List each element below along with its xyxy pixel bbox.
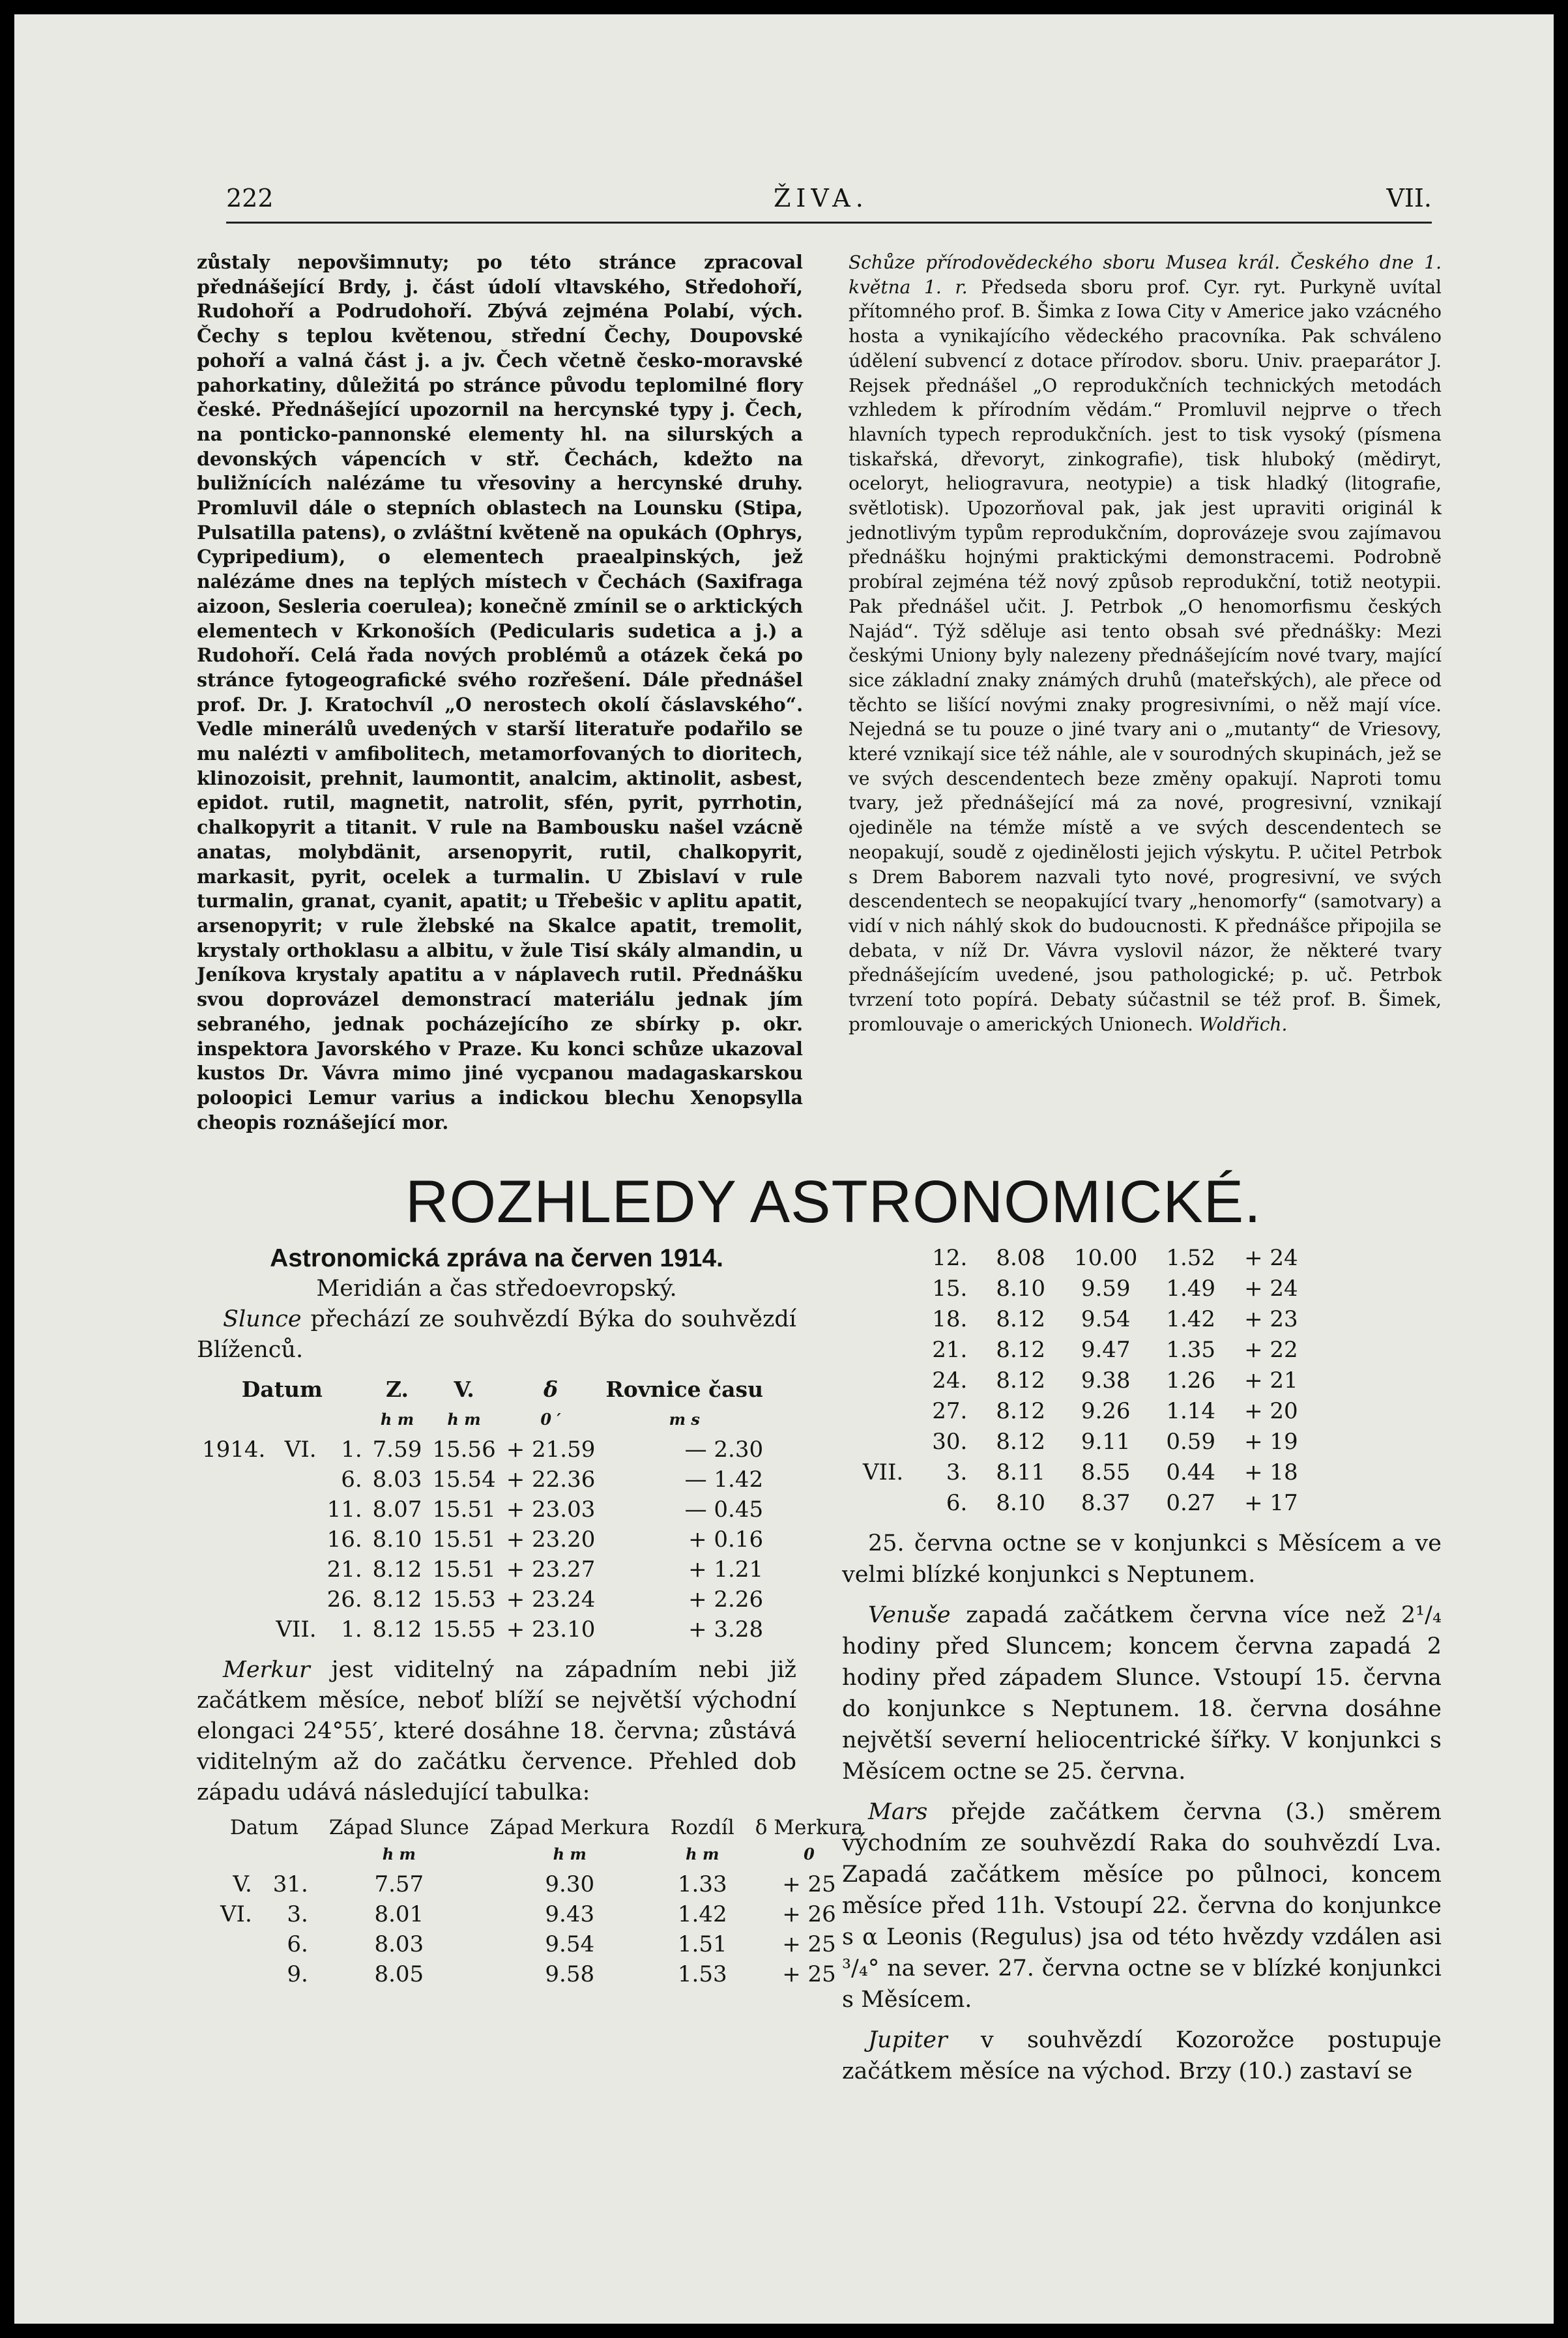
sun-table [197, 1375, 768, 1644]
table-cell [270, 1525, 321, 1555]
table-cell: 8.01 [374, 1901, 424, 1927]
sun-col-v: V. [454, 1377, 474, 1402]
table-cell: + 23.03 [506, 1497, 596, 1523]
header-rule [226, 222, 1432, 224]
sun-table-body [197, 1435, 768, 1644]
table-cell [197, 1525, 270, 1555]
jupiter-text: v souhvězdí Kozorožce postupuje začátkem měsíce na východ. Brzy (10.) zastaví se [842, 2027, 1442, 2084]
table-cell: 8.12 [996, 1306, 1046, 1332]
table-cell: + 23 [1244, 1306, 1298, 1332]
table-row [849, 1366, 1313, 1396]
table-cell: 8.05 [374, 1961, 424, 1987]
table-cell: 12. [932, 1245, 968, 1271]
table-row [197, 1465, 768, 1495]
table-cell: 18. [932, 1306, 968, 1332]
table-row [197, 1555, 768, 1585]
unit: 0 [804, 1845, 815, 1863]
table-row [197, 1615, 768, 1644]
table-cell: 9.58 [545, 1961, 595, 1987]
table-cell: 8.55 [1081, 1459, 1131, 1485]
table-cell: 8.03 [374, 1931, 424, 1957]
table-row [849, 1488, 1313, 1519]
table-cell [849, 1366, 918, 1396]
table-cell: 6. [946, 1490, 968, 1516]
table-cell: VI. [220, 1901, 252, 1927]
table-cell: VI. [284, 1437, 317, 1463]
table-cell: 1.33 [677, 1871, 727, 1897]
table-cell: 9.30 [545, 1871, 595, 1897]
table-cell [197, 1585, 270, 1615]
table-cell: 1.52 [1166, 1245, 1216, 1271]
table-row [210, 1899, 873, 1929]
mercury-paragraph [197, 1655, 796, 1808]
table-cell: 24. [932, 1367, 968, 1394]
sun-label: Slunce [223, 1306, 302, 1332]
table-cell: 16. [327, 1527, 362, 1553]
table-cell: 1.26 [1166, 1367, 1216, 1394]
table-cell: 7.57 [374, 1871, 424, 1897]
table-cell: + 0.16 [688, 1527, 764, 1553]
table-cell [210, 1929, 263, 1959]
jupiter-paragraph [842, 2024, 1442, 2087]
page-header [226, 184, 1432, 223]
table-cell: 1914. [202, 1437, 266, 1463]
table-cell: 9.43 [545, 1901, 595, 1927]
table-cell: 8.10 [996, 1276, 1046, 1302]
table-row [849, 1274, 1313, 1304]
table-cell: 8.12 [996, 1429, 1046, 1455]
table-cell: 1.53 [677, 1961, 727, 1987]
mercury-table-continued-body [849, 1243, 1313, 1519]
table-cell: 9.59 [1081, 1276, 1131, 1302]
table-cell [270, 1495, 321, 1525]
table-cell: + 24 [1244, 1245, 1298, 1271]
table-cell: + 23.10 [506, 1616, 596, 1643]
table-row [849, 1427, 1313, 1457]
table-cell: + 23.24 [506, 1586, 596, 1613]
unit: h m [553, 1845, 587, 1863]
table-cell: + 3.28 [688, 1616, 764, 1643]
venus-label: Venuše [868, 1602, 951, 1628]
table-cell [270, 1555, 321, 1585]
journal-page [14, 14, 1554, 2324]
merc-col-sun: Západ Slunce [328, 1816, 469, 1839]
page-number: 222 [226, 184, 274, 212]
table-cell: 1. [341, 1437, 362, 1463]
table-cell [849, 1243, 918, 1274]
table-cell: + 19 [1244, 1429, 1298, 1455]
signature: Woldřich. [1198, 1013, 1288, 1035]
mercury-table [210, 1816, 873, 1989]
table-cell [849, 1304, 918, 1335]
table-cell: 8.37 [1081, 1490, 1131, 1516]
table-cell: 3. [946, 1459, 968, 1485]
sun-paragraph [197, 1304, 796, 1366]
table-cell [849, 1396, 918, 1427]
sun-text: přechází ze souhvězdí Býka do souhvězdí Blíženců. [197, 1306, 796, 1363]
table-cell: 8.07 [372, 1497, 422, 1523]
merc-col-mercury: Západ Merkura [489, 1816, 650, 1839]
unit: h m [380, 1410, 414, 1429]
table-cell: 27. [932, 1398, 968, 1424]
table-cell: 1.42 [677, 1901, 727, 1927]
astro-subheading: Meridián a čas středoevropský. [316, 1276, 677, 1302]
mercury-label: Merkur [223, 1657, 310, 1683]
table-cell: 15.56 [432, 1437, 496, 1463]
merc-col-delta: δ Merkura [755, 1816, 864, 1839]
table-cell: 1.49 [1166, 1276, 1216, 1302]
table-cell: 9.38 [1081, 1367, 1131, 1394]
table-cell: 15.53 [432, 1586, 496, 1613]
table-row [210, 1869, 873, 1899]
table-cell: — 1.42 [684, 1467, 764, 1493]
table-cell: 8.08 [996, 1245, 1046, 1271]
table-cell: 8.12 [996, 1367, 1046, 1394]
table-cell [197, 1555, 270, 1585]
table-cell: 9. [287, 1961, 308, 1987]
table-cell: 11. [327, 1497, 362, 1523]
table-cell: 3. [287, 1901, 308, 1927]
table-cell [210, 1959, 263, 1989]
table-cell: 8.12 [996, 1337, 1046, 1363]
table-row [849, 1243, 1313, 1274]
table-cell: 0.44 [1166, 1459, 1216, 1485]
table-cell: 9.47 [1081, 1337, 1131, 1363]
table-row [197, 1435, 768, 1465]
table-cell [849, 1274, 918, 1304]
table-cell: 26. [327, 1586, 362, 1613]
table-cell: V. [233, 1871, 252, 1897]
sun-col-datum: Datum [241, 1377, 323, 1402]
table-cell: 1.51 [677, 1931, 727, 1957]
table-cell: 0.59 [1166, 1429, 1216, 1455]
table-cell: 31. [272, 1871, 308, 1897]
venus-paragraph [842, 1600, 1442, 1787]
table-row [197, 1525, 768, 1555]
table-row [849, 1457, 1313, 1488]
table-row [210, 1959, 873, 1989]
table-cell: 6. [287, 1931, 308, 1957]
sun-col-z: Z. [386, 1377, 409, 1402]
right-column-paragraph [849, 250, 1442, 1037]
table-cell: + 26 [782, 1901, 836, 1927]
table-cell: + 18 [1244, 1459, 1298, 1485]
mars-paragraph [842, 1796, 1442, 2015]
meeting-text: Předseda sboru prof. Cyr. ryt. Purkyně uvítal přítomného prof. B. Šimka z Iowa City v Americe jako vzácného hosta a vynikajícího vědeckého pracovníka. Pak schváleno údělení subvencí z dotace přírodov. sboru. Univ. praeparátor J. Rejsek přednášel „O reprodukčních technických metodách vzhledem k přírodním vědám.“ Promluvil nejprve o třech hlavních typech reprodukčních. jest to tisk vysoký (písmena tiskařská, dřevoryt, zinkografie), tisk hluboký (mědiryt, oceloryt, heliogravura, neotypie) a tisk hladký (litografie, světlotisk). Upozorňoval pak, jak jest upraviti originál k jednotlivým typům reprodukčním, doprovázeje svou zajímavou přednášku hojnými praktickými demonstracemi. Podrobně probíral zejména též nový způsob reprodukční, totiž neotypii. Pak přednášel učit. J. Petrbok „O henomorfismu českých Najád“. Týž sděluje asi tento obsah své přednášky: Mezi českými Uniony byly nalezeny přednášejícím nové tvary, mající sice základní znaky známých druhů (mateřských), ale přece od těchto se lišící novými znaky progresivními, o něž mají více. Nejedná se tu pouze o jiné tvary ani o „mutanty“ de Vriesovy, které vznikají sice též náhle, ale v sourodných skupinách, jež se ve svých descendentech beze změny opakují. Naproti tomu tvary, jež přednášející má za nové, progresivní, vznikají ojediněle na témže místě a ve svých descendentech se neopakují, soudě z ojedinělosti jejich výskytu. P. učitel Petrbok s Drem Baborem nazvali tyto nové, progresivní, ve svých descendentech se neopakující tvary „henomorfy“ (samotvary) a vidí v nich náhlý skok do budoucnosti. K přednášce připojila se debata, v níž Dr. Vávra vyslovil názor, že některé tvary přednášejícím uvedené, jsou pathologické; p. uč. Petrbok tvrzení toto popírá. Debaty súčastnil se též prof. B. Šimek, promlouvaje o amerických Unionech. [849, 276, 1442, 1035]
table-cell: 7.59 [372, 1437, 422, 1463]
table-cell: 8.12 [372, 1586, 422, 1613]
table-cell: 10.00 [1074, 1245, 1138, 1271]
table-cell: 9.26 [1081, 1398, 1131, 1424]
table-cell: 1. [341, 1616, 362, 1643]
table-cell: + 23.27 [506, 1556, 596, 1583]
table-cell [849, 1427, 918, 1457]
table-cell: 8.12 [996, 1398, 1046, 1424]
mercury-table-header [210, 1816, 873, 1839]
mars-label: Mars [868, 1799, 928, 1825]
merc-col-diff: Rozdíl [670, 1816, 734, 1839]
left-column [197, 250, 803, 1135]
mercury-conjunction: 25. června octne se v konjunkci s Měsícem a ve velmi blízké konjunkci s Neptunem. [842, 1530, 1442, 1588]
table-cell: — 0.45 [684, 1497, 764, 1523]
meeting-heading: Schůze přírodovědeckého sboru Musea král. Českého dne 1. května 1. r. [849, 252, 1442, 298]
table-cell: 8.10 [996, 1490, 1046, 1516]
table-cell [849, 1488, 918, 1519]
table-cell: 9.11 [1081, 1429, 1131, 1455]
unit: h m [686, 1845, 719, 1863]
astro-left-column [197, 1243, 864, 1989]
table-cell: 8.03 [372, 1467, 422, 1493]
table-cell: + 23.20 [506, 1527, 596, 1553]
right-column [849, 250, 1442, 1037]
journal-title: ŽIVA. [774, 184, 869, 212]
table-cell: — 2.30 [684, 1437, 764, 1463]
table-cell: 15.51 [432, 1556, 496, 1583]
section-title: ROZHLEDY ASTRONOMICKÉ. [405, 1169, 1262, 1235]
table-cell: 21. [932, 1337, 968, 1363]
table-cell: 15.55 [432, 1616, 496, 1643]
table-cell: 15.51 [432, 1497, 496, 1523]
table-row [210, 1929, 873, 1959]
table-cell: + 20 [1244, 1398, 1298, 1424]
unit: h m [447, 1410, 481, 1429]
table-cell: + 25 [782, 1961, 836, 1987]
table-cell: + 24 [1244, 1276, 1298, 1302]
astro-right-column [842, 1243, 1442, 2087]
table-cell: 15.54 [432, 1467, 496, 1493]
table-row [849, 1396, 1313, 1427]
unit: h m [382, 1845, 416, 1863]
table-cell: + 17 [1244, 1490, 1298, 1516]
mercury-text: jest viditelný na západním nebi již začátkem měsíce, neboť blíží se největší východní elongaci 24°55′, které dosáhne 18. června; zůstává viditelným až do začátku července. Přehled dob západu udává následující tabulka: [197, 1657, 796, 1805]
table-cell: 9.54 [1081, 1306, 1131, 1332]
unit: m s [669, 1410, 700, 1429]
volume-number: VII. [1386, 184, 1432, 212]
table-row [849, 1304, 1313, 1335]
table-cell: + 1.21 [688, 1556, 764, 1583]
table-cell [197, 1495, 270, 1525]
table-cell: 1.42 [1166, 1306, 1216, 1332]
table-cell [197, 1465, 270, 1495]
table-cell: 1.35 [1166, 1337, 1216, 1363]
table-cell: + 22.36 [506, 1467, 596, 1493]
table-cell: 1.14 [1166, 1398, 1216, 1424]
table-cell: VII. [276, 1616, 317, 1643]
table-cell [270, 1465, 321, 1495]
table-cell: 21. [327, 1556, 362, 1583]
table-cell: 8.12 [372, 1616, 422, 1643]
sun-table-units [197, 1405, 768, 1435]
unit: 0 ′ [540, 1410, 561, 1429]
table-cell: + 25 [782, 1931, 836, 1957]
table-cell: 15. [932, 1276, 968, 1302]
table-cell: + 2.26 [688, 1586, 764, 1613]
mercury-table-units [210, 1839, 873, 1869]
mercury-table-continued [849, 1243, 1313, 1519]
table-cell: 8.11 [996, 1459, 1046, 1485]
sun-col-rovnice: Rovnice času [605, 1377, 764, 1402]
table-cell: 6. [341, 1467, 362, 1493]
table-cell: + 25 [782, 1871, 836, 1897]
venus-text: zapadá začátkem června více než 2¹/₄ hodiny před Sluncem; koncem června zapadá 2 hodiny před západem Slunce. Vstoupí 15. června do konjunkce s Neptunem. 18. června dosáhne největší severní heliocentrické šířky. V konjunkci s Měsícem octne se 25. června. [842, 1602, 1442, 1785]
table-cell: 8.10 [372, 1527, 422, 1553]
table-cell: + 22 [1244, 1337, 1298, 1363]
astro-heading: Astronomická zpráva na červen 1914. [270, 1244, 723, 1272]
table-row [849, 1335, 1313, 1366]
table-cell: + 21 [1244, 1367, 1298, 1394]
table-cell [197, 1615, 270, 1644]
left-column-text: zůstaly nepovšimnuty; po této stránce zpracoval přednášející Brdy, j. část údolí vltavského, Středohoří, Rudohoří a Podrudohoří. Zbývá zejména Polabí, vých. Čechy s teplou květenou, střední Čechy, Doupovské pohoří a valná část j. a jv. Čech včetně česko-moravské pahorkatiny, důležitá po stránce původu teplomilné flory české. Přednášející upozornil na hercynské typy j. Čech, na ponticko-pannonské elementy hl. na silurských a devonských vápencích v stř. Čechách, kdežto na buližnících nalézáme tu vřesoviny a hercynské druhy. Promluvil dále o stepních oblastech na Lounsku (Stipa, Pulsatilla patens), o zvláštní květeně na opukách (Ophrys, Cypripedium), o elementech praealpinských, jež nalézáme dnes na teplých místech v Čechách (Saxifraga aizoon, Sesleria coerulea); konečně zmínil se o arktických elementech v Krkonoších (Pedicularis sudetica a j.) a Rudohoří. Celá řada nových problémů a otázek čeká po stránce fytogeografické svého rozřešení. Dále přednášel prof. Dr. J. Kratochvíl „O nerostech okolí čáslavského“. Vedle minerálů uvedených v starší literatuře podařilo se mu nalézti v amfibolitech, metamorfovaných to dioritech, klinozoisit, prehnit, laumontit, analcim, aktinolit, asbest, epidot. rutil, magnetit, natrolit, sfén, pyrit, pyrrhotin, chalkopyrit a titanit. V rule na Bambousku našel vzácně anatas, molybdänit, arsenopyrit, rutil, chalkopyrit, markasit, pyrit, ocelek a turmalin. U Zbislaví v rule turmalin, granat, cyanit, apatit; u Třebešic v aplitu apatit, arsenopyrit; v rule žlebské na Skalce apatit, tremolit, krystaly orthoklasu a albitu, v žule Tisí skály almandin, u Jeníkova krystaly apatitu a v náplavech rutil. Přednášku svou doprovázel demonstrací materiálu jednak jím sebraného, jednak pocházejícího ze sbírky p. okr. inspektora Javorského v Praze. Ku konci schůze ukazoval kustos Dr. Vávra mimo jiné vycpanou madagaskarskou poloopici Lemur varius a indickou blechu Xenopsylla cheopis roznášející mor. [197, 251, 803, 1133]
jupiter-label: Jupiter [868, 2027, 948, 2053]
table-cell: 30. [932, 1429, 968, 1455]
table-cell: + 21.59 [506, 1437, 596, 1463]
table-cell [270, 1585, 321, 1615]
table-row [197, 1495, 768, 1525]
table-cell [849, 1335, 918, 1366]
mercury-table-body [210, 1869, 873, 1989]
table-row [197, 1585, 768, 1615]
mars-text: přejde začátkem června (3.) směrem východním ze souhvězdí Raka do souhvězdí Lva. Zapadá začátkem měsíce po půlnoci, koncem měsíce před 11h. Vstoupí 22. června do konjunkce s α Leonis (Regulus) jsa od této hvězdy vzdálen asi ³/₄° na sever. 27. června octne se v blízké konjunkci s Měsícem. [842, 1799, 1442, 2013]
table-cell: 15.51 [432, 1527, 496, 1553]
sun-table-header [197, 1375, 768, 1405]
table-cell: 9.54 [545, 1931, 595, 1957]
table-cell: VII. [863, 1459, 904, 1485]
merc-col-datum: Datum [229, 1816, 299, 1839]
table-cell: 0.27 [1166, 1490, 1216, 1516]
sun-col-delta: δ [544, 1377, 559, 1402]
table-cell: 8.12 [372, 1556, 422, 1583]
